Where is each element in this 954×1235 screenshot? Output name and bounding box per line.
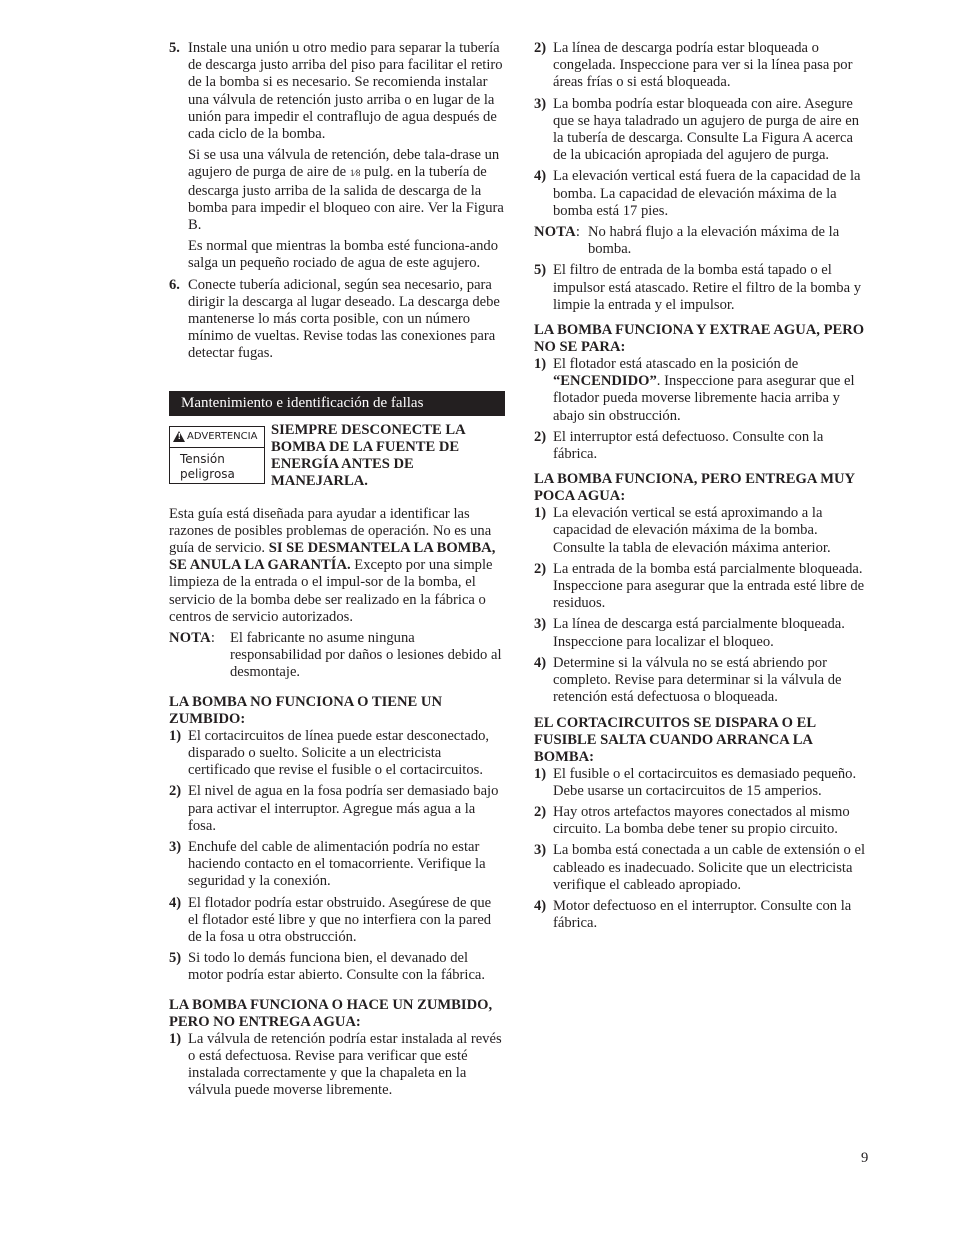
list-item	[534, 616, 868, 650]
section-title: Mantenimiento e identificación de fallas	[169, 391, 505, 416]
item-text: Motor defectuoso en el interruptor. Consulte con la fábrica.	[553, 897, 852, 932]
item-text: El flotador podría estar obstruido. Asegúrese de que el flotador esté libre y que no interfiera con la pared de la fosa u otra obstrucción.	[188, 894, 492, 945]
item-number: 5.	[169, 40, 180, 56]
item-text: La línea de descarga podría estar bloqueada o congelada. Inspeccione para ver si la línea pasa por áreas frías o si está bloqueada.	[553, 40, 853, 91]
list-item	[534, 842, 868, 894]
note-text: No habrá flujo a la elevación máxima de la bomba.	[587, 224, 840, 258]
item-number: 1)	[169, 727, 182, 744]
warning-triangle-icon: !	[173, 431, 185, 442]
list-item	[169, 40, 505, 143]
note: NOTA : El fabricante no asume ninguna responsabilidad por daños o lesiones debido al desmontaje.	[169, 630, 505, 682]
warning-header	[170, 427, 264, 448]
note-label: NOTA	[534, 224, 576, 241]
list-item	[534, 429, 868, 463]
item-text: Determine si la válvula no se está abriendo por completo. Revise para determinar si la válvula de retención está defectuosa o bloqueada.	[553, 654, 842, 706]
heading: LA BOMBA FUNCIONA Y EXTRAE AGUA, PERO NO SE PARA:	[534, 322, 865, 356]
heading: LA BOMBA FUNCIONA O HACE UN ZUMBIDO, PERO NO ENTREGA AGUA:	[169, 996, 493, 1030]
list-item	[169, 895, 505, 947]
left-column	[169, 40, 505, 1103]
note: NOTA : No habrá flujo a la elevación máxima de la bomba.	[534, 224, 868, 258]
warning-block	[169, 422, 505, 490]
item-number: 4)	[534, 168, 547, 185]
list-item	[169, 1031, 505, 1100]
item-text: El cortacircuitos de línea puede estar desconectado, disparado o suelto. Solicite a un electricista certificado que revise el fusible o el cortacircuitos.	[188, 727, 490, 779]
list-item	[534, 898, 868, 932]
item-number: 2)	[169, 783, 182, 800]
list-item	[534, 40, 868, 92]
item-text: El flotador está atascado en la posición de “ENCENDIDO”. Inspeccione para asegurar que el flotador pueda moverse libremente hacia arriba y abajo sin obstrucción.	[553, 356, 855, 424]
list-item	[534, 804, 868, 838]
item-text: Hay otros artefactos mayores conectados al mismo circuito. La bomba debe tener su propio circuito.	[553, 803, 850, 838]
paragraph: Es normal que mientras la bomba esté funciona-ando salga un pequeño rociado de agua de este agujero.	[188, 238, 499, 272]
item-number: 1)	[534, 765, 547, 782]
item-text: El fusible o el cortacircuitos es demasiado pequeño. Debe usarse un cortacircuitos de 15 amperios.	[553, 765, 857, 799]
item-number: 3)	[534, 616, 547, 633]
list	[534, 766, 868, 933]
item-text: La línea de descarga está parcialmente bloqueada. Inspeccione para localizar el bloqueo.	[553, 616, 845, 650]
list-item	[534, 168, 868, 220]
warning-label: ADVERTENCIA	[187, 431, 258, 443]
item-number: 2)	[534, 40, 547, 56]
list-item	[534, 96, 868, 165]
warning-text: SIEMPRE DESCONECTE LA BOMBA DE LA FUENTE DE ENERGÍA ANTES DE MANEJARLA.	[271, 421, 465, 489]
list	[534, 505, 868, 706]
item-number: 3)	[169, 838, 182, 855]
item-number: 5)	[169, 950, 182, 967]
item-text: La elevación vertical está fuera de la capacidad de la bomba. La capacidad de elevación máxima de la bomba está 17 pies.	[553, 168, 861, 219]
item-text: El filtro de entrada de la bomba está tapado o el impulsor está atascado. Retire el filtro de la bomba y limpie la entrada y el impulsor.	[553, 262, 861, 313]
item-text: La válvula de retención podría estar instalada al revés o está defectuosa. Revise para verificar que esté instalada correctamente y que la chapaleta en la válvula puede moverse libremente.	[188, 1030, 502, 1099]
list	[534, 40, 868, 220]
list-item	[169, 277, 505, 363]
item-number: 3)	[534, 95, 547, 112]
right-column	[534, 40, 868, 936]
list-item	[534, 655, 868, 707]
item-text: Enchufe del cable de alimentación podría no estar haciendo contacto en el tomacorriente. Verifique la seguridad y la conexión.	[188, 838, 486, 890]
item-text: El interruptor está defectuoso. Consulte con la fábrica.	[553, 428, 824, 463]
item-number: 1)	[534, 356, 547, 373]
item-number: 5)	[534, 262, 547, 279]
list-item	[534, 561, 868, 613]
page-number: 9	[861, 1150, 869, 1166]
item-text: Instale una unión u otro medio para separar la tubería de descarga justo arriba del piso para facilitar el retiro de la bomba si es necesario. Se recomienda instalar una válvula de retención justo arriba o en lugar de la unión para impedir el contraflujo de agua después de cada ciclo de la bomba.	[188, 40, 503, 143]
item-text: La entrada de la bomba está parcialmente bloqueada. Inspeccione para asegurar que la entrada esté libre de residuos.	[553, 560, 865, 612]
list	[169, 728, 505, 985]
note-text: El fabricante no asume ninguna responsabilidad por daños o lesiones debido al desmontaje.	[229, 630, 502, 681]
list-item	[534, 766, 868, 800]
list-item	[169, 783, 505, 835]
item-number: 3)	[534, 842, 547, 859]
item-text: El nivel de agua en la fosa podría ser demasiado bajo para activar el interruptor. Agregue más agua a la fosa.	[188, 783, 499, 834]
list-item	[169, 839, 505, 891]
note-label: NOTA	[169, 630, 211, 647]
item-number: 1)	[169, 1030, 182, 1047]
list-item	[169, 728, 505, 780]
fraction: 1⁄8	[349, 168, 361, 179]
item-text: La bomba está conectada a un cable de extensión o el cableado es inadecuado. Solicite que un electricista verifique el cableado apropiado.	[553, 842, 866, 893]
warning-label-box	[169, 426, 265, 484]
item-number: 4)	[169, 894, 182, 911]
warning-body: Tensión peligrosa	[180, 451, 235, 481]
heading: EL CORTACIRCUITOS SE DISPARA O EL FUSIBLE SALTA CUANDO ARRANCA LA BOMBA:	[534, 714, 816, 765]
item-number: 4)	[534, 654, 547, 671]
list-item	[534, 262, 868, 314]
intro-paragraph: Esta guía está diseñada para ayudar a identificar las razones de posibles problemas de operación. No es una guía de servicio. SI SE DESMANTELA LA BOMBA, SE ANULA LA GARANTÍA. Excepto por una simple limpieza de la entrada o el impul-sor de la bomba, el servicio de la bomba debe ser realizado en la fábrica o centros de servicio autorizados.	[169, 505, 496, 625]
item-text: La bomba podría estar bloqueada con aire. Asegure que se haya taladrado un agujero de purga de aire en la tubería de descarga. Consulte La Figura A acerca de la ubicación apropiada del agujero de purga.	[553, 95, 860, 164]
item-number: 4)	[534, 897, 547, 914]
item-text: Si todo lo demás funciona bien, el devanado del motor podría estar abierto. Consulte con la fábrica.	[188, 950, 486, 984]
item-number: 2)	[534, 428, 547, 445]
item-number: 2)	[534, 560, 547, 577]
item-text: Conecte tubería adicional, según sea necesario, para dirigir la descarga al lugar deseado. La descarga debe mantenerse lo más corta posible, con un número mínimo de vueltas. Revise todas las conexiones para detectar fugas.	[188, 276, 500, 362]
paragraph: Si se usa una válvula de retención, debe tala-drase un agujero de purga de aire de 1⁄8 pulg. en la tubería de descarga justo arriba de la salida de descarga de la bomba para impedir el bloqueo con aire. Ver la Figura B.	[188, 147, 504, 234]
list-item	[534, 505, 868, 557]
list-item	[169, 950, 505, 984]
item-number: 6.	[169, 276, 180, 293]
heading: LA BOMBA NO FUNCIONA O TIENE UN ZUMBIDO:	[169, 693, 442, 727]
item-number: 1)	[534, 505, 547, 522]
list-item	[534, 356, 868, 425]
item-text: La elevación vertical se está aproximando a la capacidad de elevación máxima de la bomba. Consulte la tabla de elevación máxima anterior.	[553, 505, 831, 556]
item-number: 2)	[534, 803, 547, 820]
heading: LA BOMBA FUNCIONA, PERO ENTREGA MUY POCA AGUA:	[534, 471, 855, 505]
